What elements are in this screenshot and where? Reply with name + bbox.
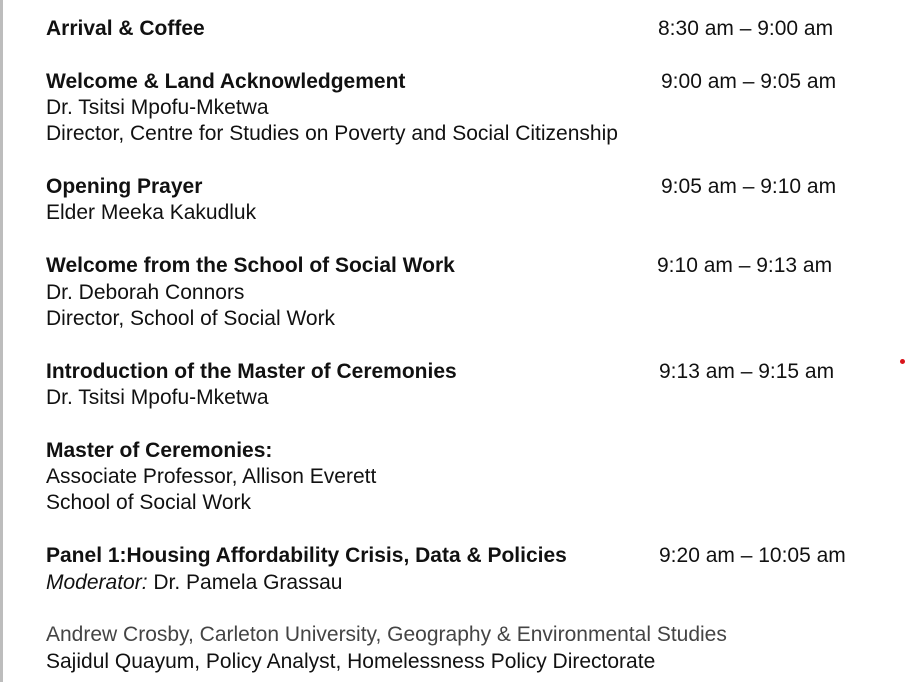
speaker-affiliation: School of Social Work xyxy=(46,491,252,514)
speaker-name: Dr. Tsitsi Mpofu-Mketwa xyxy=(46,386,269,409)
agenda-item-time: 9:13 am – 9:15 am xyxy=(659,360,835,383)
marker-dot xyxy=(900,359,905,364)
speaker-name: Dr. Deborah Connors xyxy=(46,281,245,304)
moderator-line xyxy=(46,570,342,596)
agenda-item-time: 9:20 am – 10:05 am xyxy=(659,544,846,567)
agenda-item-time: 9:00 am – 9:05 am xyxy=(661,70,837,93)
moderator-label: Moderator: xyxy=(46,571,148,594)
agenda-item-title: Master of Ceremonies: xyxy=(46,439,273,462)
panelist: Andrew Crosby, Carleton University, Geography & Environmental Studies xyxy=(46,623,727,646)
speaker-name: Associate Professor, Allison Everett xyxy=(46,465,377,488)
agenda-item-title: Introduction of the Master of Ceremonies xyxy=(46,360,457,383)
agenda-item-title: Arrival & Coffee xyxy=(46,17,205,40)
agenda-item-title: Welcome from the School of Social Work xyxy=(46,254,455,277)
agenda-item-time: 9:10 am – 9:13 am xyxy=(657,254,833,277)
page-left-edge xyxy=(0,0,3,682)
agenda-item-time: 9:05 am – 9:10 am xyxy=(661,175,837,198)
speaker-name: Elder Meeka Kakudluk xyxy=(46,201,257,224)
agenda-item-title: Panel 1:Housing Affordability Crisis, Data & Policies xyxy=(46,544,567,567)
speaker-affiliation: Director, School of Social Work xyxy=(46,307,336,330)
agenda-item-title: Opening Prayer xyxy=(46,175,203,198)
panelist: Sajidul Quayum, Policy Analyst, Homelessness Policy Directorate xyxy=(46,650,656,673)
speaker-name: Dr. Tsitsi Mpofu-Mketwa xyxy=(46,96,269,119)
agenda-item-title: Welcome & Land Acknowledgement xyxy=(46,70,406,93)
moderator-name: Dr. Pamela Grassau xyxy=(147,571,343,594)
agenda-item-time: 8:30 am – 9:00 am xyxy=(658,17,834,40)
speaker-affiliation: Director, Centre for Studies on Poverty and Social Citizenship xyxy=(46,122,618,145)
